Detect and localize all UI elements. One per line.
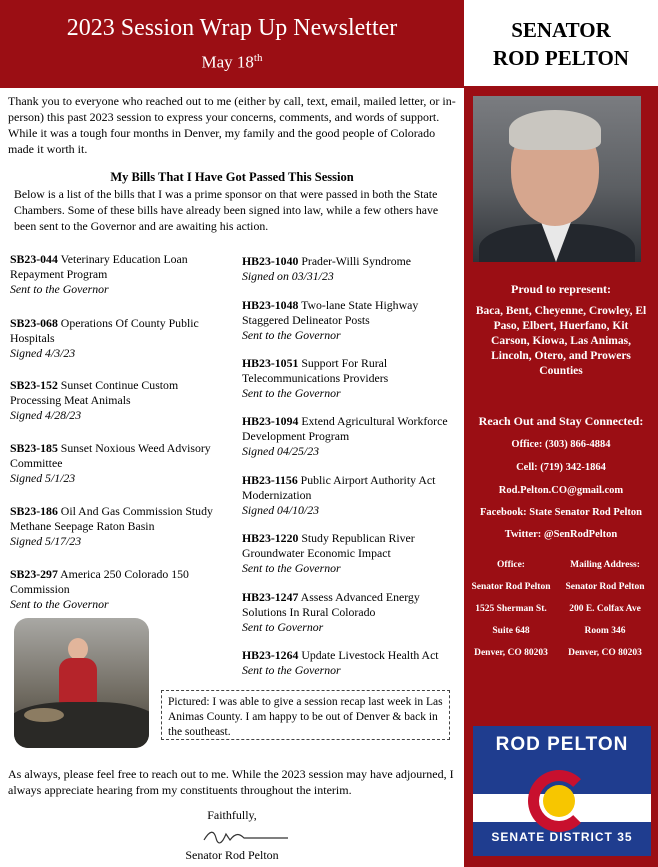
bill-item bbox=[242, 648, 464, 678]
speaker-head bbox=[68, 638, 88, 660]
sidebar bbox=[464, 0, 658, 867]
newsletter-date bbox=[0, 52, 464, 73]
bill-title: Veterinary Education Loan Repayment Program bbox=[10, 252, 188, 281]
office-phone: Office: (303) 866-4884 bbox=[511, 439, 611, 450]
bill-title: Assess Advanced Energy Solutions In Rural Colorado bbox=[242, 590, 420, 619]
bill-status: Sent to the Governor bbox=[242, 328, 341, 342]
bill-status: Sent to Governor bbox=[242, 620, 324, 634]
twitter-link[interactable]: Twitter: @SenRodPelton bbox=[504, 529, 618, 540]
bill-id: SB23-152 bbox=[10, 378, 58, 392]
bill-item bbox=[10, 441, 232, 486]
bill-id: HB23-1094 bbox=[242, 414, 299, 428]
bill-title: Update Livestock Health Act bbox=[298, 648, 439, 662]
bill-title: Sunset Noxious Weed Advisory Committee bbox=[10, 441, 211, 470]
office-address-line: Senator Rod Pelton bbox=[471, 582, 551, 592]
office-address-line: 1525 Sherman St. bbox=[475, 604, 547, 614]
bill-id: HB23-1156 bbox=[242, 473, 298, 487]
faithfully-text: Faithfully, bbox=[207, 808, 257, 822]
proud-heading: Proud to represent: bbox=[511, 282, 611, 296]
bill-status: Signed 5/1/23 bbox=[10, 471, 76, 485]
senator-name bbox=[464, 0, 658, 86]
mailing-address-line: Senator Rod Pelton bbox=[565, 582, 645, 592]
date-text: May 18 bbox=[201, 52, 254, 72]
newsletter-title: 2023 Session Wrap Up Newsletter bbox=[66, 15, 398, 41]
bill-title: Prader-Willi Syndrome bbox=[298, 254, 412, 268]
bill-status: Sent to the Governor bbox=[242, 663, 341, 677]
bill-title: Operations Of County Public Hospitals bbox=[10, 316, 199, 345]
bill-title: Support For Rural Telecommunications Providers bbox=[242, 356, 389, 385]
bill-item bbox=[242, 590, 464, 635]
cowboy-hat bbox=[24, 708, 64, 722]
office-address bbox=[466, 554, 556, 664]
bill-status: Signed 4/28/23 bbox=[10, 408, 82, 422]
bill-item bbox=[10, 252, 232, 297]
bill-status: Sent to the Governor bbox=[242, 561, 341, 575]
facebook-link[interactable]: Facebook: State Senator Rod Pelton bbox=[480, 507, 642, 518]
bill-status: Signed 04/25/23 bbox=[242, 444, 320, 458]
bill-item bbox=[10, 567, 232, 612]
bill-status: Signed 5/17/23 bbox=[10, 534, 82, 548]
campaign-logo bbox=[473, 726, 651, 856]
bill-id: SB23-297 bbox=[10, 567, 58, 581]
newsletter-banner bbox=[0, 0, 464, 88]
bill-id: SB23-044 bbox=[10, 252, 58, 266]
bill-id: HB23-1264 bbox=[242, 648, 299, 662]
mailing-address-line: Denver, CO 80203 bbox=[568, 648, 642, 658]
counties-list: Baca, Bent, Cheyenne, Crowley, El Paso, Elbert, Huerfano, Kit Carson, Kiowa, Las Animas, Lincoln, Otero, and Prowers Counties bbox=[475, 305, 647, 377]
bills-lead: Below is a list of the bills that I was a prime sponsor on that were passed in both the State Chambers. Some of these bills have already been signed into law, while a few others have been sent to the Governor and are awaiting his action. bbox=[14, 187, 439, 233]
cell-phone: Cell: (719) 342-1864 bbox=[516, 462, 606, 473]
bill-status: Sent to the Governor bbox=[10, 597, 109, 611]
bill-item bbox=[242, 254, 464, 284]
office-address-line: Suite 648 bbox=[492, 626, 530, 636]
bill-id: SB23-186 bbox=[10, 504, 58, 518]
bill-item bbox=[242, 473, 464, 518]
senator-name-line2: ROD PELTON bbox=[493, 46, 629, 70]
closing-paragraph: As always, please feel free to reach out to me. While the 2023 session may have adjourned, I always appreciate hearing from my constituents throughout the interim. bbox=[8, 767, 454, 797]
date-suffix: th bbox=[253, 52, 263, 64]
bill-status: Signed 04/10/23 bbox=[242, 503, 320, 517]
reach-out-heading: Reach Out and Stay Connected: bbox=[478, 414, 644, 428]
bill-item bbox=[10, 378, 232, 423]
bill-status: Signed on 03/31/23 bbox=[242, 269, 334, 283]
sidebar-panel bbox=[464, 86, 658, 867]
bill-id: SB23-185 bbox=[10, 441, 58, 455]
bill-title: Public Airport Authority Act Modernization bbox=[242, 473, 436, 502]
bill-item bbox=[242, 298, 464, 343]
session-recap-photo bbox=[14, 618, 149, 748]
bill-item bbox=[242, 414, 464, 459]
bill-status: Signed 4/3/23 bbox=[10, 346, 76, 360]
bill-id: HB23-1051 bbox=[242, 356, 299, 370]
office-address-line: Office: bbox=[497, 560, 525, 570]
signature-icon bbox=[200, 826, 290, 846]
logo-bottom-text: SENATE DISTRICT 35 bbox=[491, 830, 633, 844]
bill-title: Extend Agricultural Workforce Development Program bbox=[242, 414, 448, 443]
senator-name-line1: SENATOR bbox=[511, 18, 611, 42]
bill-title: Study Republican River Groundwater Economic Impact bbox=[242, 531, 415, 560]
bill-id: HB23-1040 bbox=[242, 254, 299, 268]
portrait-hair bbox=[509, 110, 601, 150]
logo-top-text: ROD PELTON bbox=[473, 726, 651, 764]
mailing-address bbox=[560, 554, 650, 664]
bill-title: Sunset Continue Custom Processing Meat Animals bbox=[10, 378, 179, 407]
mailing-address-line: 200 E. Colfax Ave bbox=[569, 604, 641, 614]
bill-id: SB23-068 bbox=[10, 316, 58, 330]
sun-icon bbox=[543, 785, 575, 817]
bill-item bbox=[10, 316, 232, 361]
intro-paragraph: Thank you to everyone who reached out to me (either by call, text, email, mailed letter, or in-person) this past 2023 session to express your concerns, comments, and words of support. While it was a tough four months in Denver, my family and the good people of Colorado made it worth it. bbox=[8, 94, 456, 156]
bill-item bbox=[242, 356, 464, 401]
bill-id: HB23-1247 bbox=[242, 590, 299, 604]
email-link[interactable]: Rod.Pelton.CO@gmail.com bbox=[498, 485, 624, 496]
bill-title: Oil And Gas Commission Study Methane Seepage Raton Basin bbox=[10, 504, 213, 533]
mailing-address-line: Room 346 bbox=[584, 626, 626, 636]
bill-item bbox=[10, 504, 232, 549]
bill-id: HB23-1220 bbox=[242, 531, 299, 545]
bill-status: Sent to the Governor bbox=[242, 386, 341, 400]
bill-title: America 250 Colorado 150 Commission bbox=[10, 567, 189, 596]
senator-portrait bbox=[473, 96, 641, 262]
mailing-address-line: Mailing Address: bbox=[570, 560, 640, 570]
signature-name: Senator Rod Pelton bbox=[185, 848, 279, 862]
photo-caption: Pictured: I was able to give a session recap last week in Las Animas County. I am happy to be out of Denver & back in the southeast. bbox=[161, 690, 450, 740]
bill-id: HB23-1048 bbox=[242, 298, 299, 312]
bill-status: Sent to the Governor bbox=[10, 282, 109, 296]
bill-title: Two-lane State Highway Staggered Delineator Posts bbox=[242, 298, 419, 327]
office-address-line: Denver, CO 80203 bbox=[474, 648, 548, 658]
bills-heading: My Bills That I Have Got Passed This Session bbox=[110, 170, 354, 184]
bill-item bbox=[242, 531, 464, 576]
